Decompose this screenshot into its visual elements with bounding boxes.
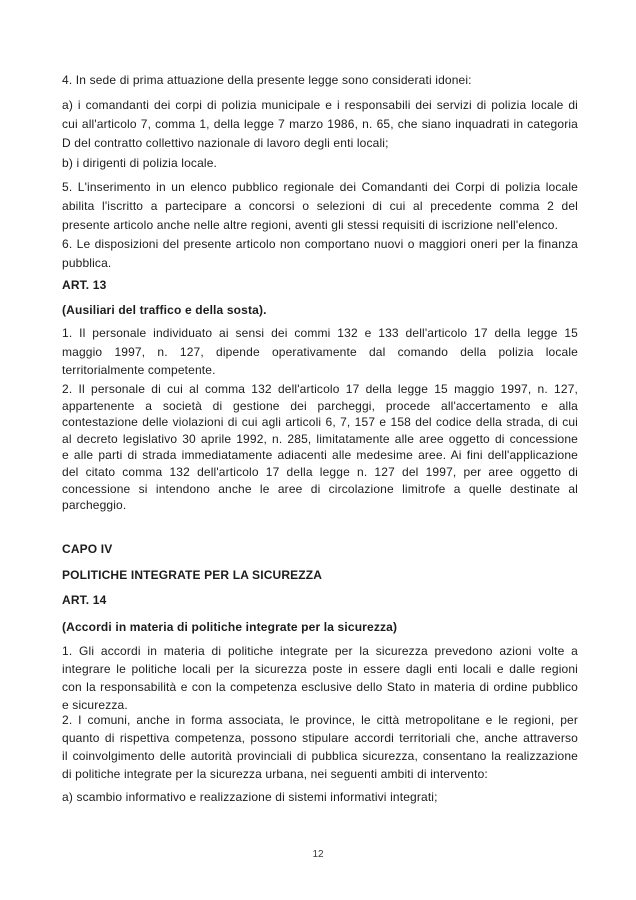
paragraph-line: concessione si intendono anche le aree di circolazione limitrofe a quelle destinate al [62,481,578,496]
paragraph-comma-6 [62,235,578,273]
paragraph-line: a) i comandanti dei corpi di polizia municipale e i responsabili dei servizi di polizia locale di [62,98,578,112]
paragraph-line: 1. Il personale individuato ai sensi dei commi 132 e 133 dell'articolo 17 della legge 15 [62,326,578,340]
paragraph-line: maggio 1997, n. 127, dipende operativamente dal comando della polizia locale [62,344,578,359]
paragraph-art14-comma-2-letter-a [62,788,578,807]
chapter-title: POLITICHE INTEGRATE PER LA SICUREZZA [62,568,323,582]
paragraph-line: parcheggio. [62,498,127,513]
paragraph-comma-4 [62,71,578,90]
paragraph-line: al decreto legislativo 30 aprile 1992, n. 285, limitatamente alle aree oggetto di concessione [62,431,578,446]
article-heading: ART. 14 [62,593,107,607]
paragraph-line: b) i dirigenti di polizia locale. [62,156,218,170]
paragraph-line: del citato comma 132 dell'articolo 17 della legge n. 127 del 1997, per aree oggetto di [62,464,578,479]
paragraph-line: e alle parti di strada immediatamente adiacenti alle medesime aree. Ai fini dell'applicazione [62,448,578,463]
paragraph-line: 4. In sede di prima attuazione della presente legge sono considerati idonei: [62,73,472,87]
paragraph-comma-4-letter-a [62,96,578,153]
chapter-heading: CAPO IV [62,542,113,556]
paragraph-comma-4-letter-b [62,154,578,173]
paragraph-art14-comma-2 [62,711,578,783]
paragraph-line: D del contratto collettivo nazionale di lavoro degli enti locali; [62,136,389,150]
paragraph-line: territorialmente competente. [62,363,216,377]
paragraph-line: integrare le politiche locali per la sicurezza poste in essere dagli enti locali e dalle regioni [62,662,578,676]
paragraph-art13-comma-2 [62,381,578,514]
paragraph-line: presente articolo anche nelle altre regioni, aventi gli stessi requisiti di iscrizione nell'elenco. [62,218,559,232]
paragraph-comma-5 [62,178,578,235]
article-title: (Ausiliari del traffico e della sosta). [62,303,267,317]
article-title: (Accordi in materia di politiche integrate per la sicurezza) [62,620,398,634]
paragraph-line: con la responsabilità e con la competenza esclusive dello Stato in materia di ordine pubblico [62,680,578,694]
page-number: 12 [312,849,324,860]
paragraph-line: 1. Gli accordi in materia di politiche integrate per la sicurezza prevedono azioni volte a [62,644,578,658]
paragraph-line: di politiche integrate per la sicurezza urbana, nei seguenti ambiti di intervento: [62,767,488,781]
paragraph-line: 2. I comuni, anche in forma associata, le province, le città metropolitane e le regioni, per [62,713,578,727]
paragraph-line: 2. Il personale di cui al comma 132 dell'articolo 17 della legge 15 maggio 1997, n. 127, [62,382,578,396]
paragraph-line: contestazione delle violazioni di cui agli articoli 6, 7, 157 e 158 del codice della strada, di cui [62,415,578,430]
paragraph-line: e sicurezza. [62,698,128,712]
paragraph-line: cui all'articolo 7, comma 1, della legge 7 marzo 1986, n. 65, che siano inquadrati in categoria [62,117,578,131]
paragraph-line: il coinvolgimento delle autorità provinciali di pubblica sicurezza, consentano la realizzazione [62,749,578,763]
paragraph-line: 6. Le disposizioni del presente articolo non comportano nuovi o maggiori oneri per la finanza [62,237,578,251]
paragraph-line: appartenente a società di gestione dei parcheggi, procede all'accertamento e alla [62,398,578,413]
paragraph-line: 5. L'inserimento in un elenco pubblico regionale dei Comandanti dei Corpi di polizia locale [62,180,578,194]
paragraph-art13-comma-1 [62,324,578,380]
paragraph-line: abilita l'iscritto a partecipare a concorsi o selezioni di cui al precedente comma 2 del [62,199,578,213]
paragraph-art14-comma-1 [62,642,578,714]
paragraph-line: a) scambio informativo e realizzazione di sistemi informativi integrati; [62,790,438,804]
paragraph-line: pubblica. [62,256,112,270]
paragraph-line: quanto di rispettiva competenza, possono stipulare accordi territoriali che, anche attraverso [62,731,578,745]
article-heading: ART. 13 [62,278,107,292]
